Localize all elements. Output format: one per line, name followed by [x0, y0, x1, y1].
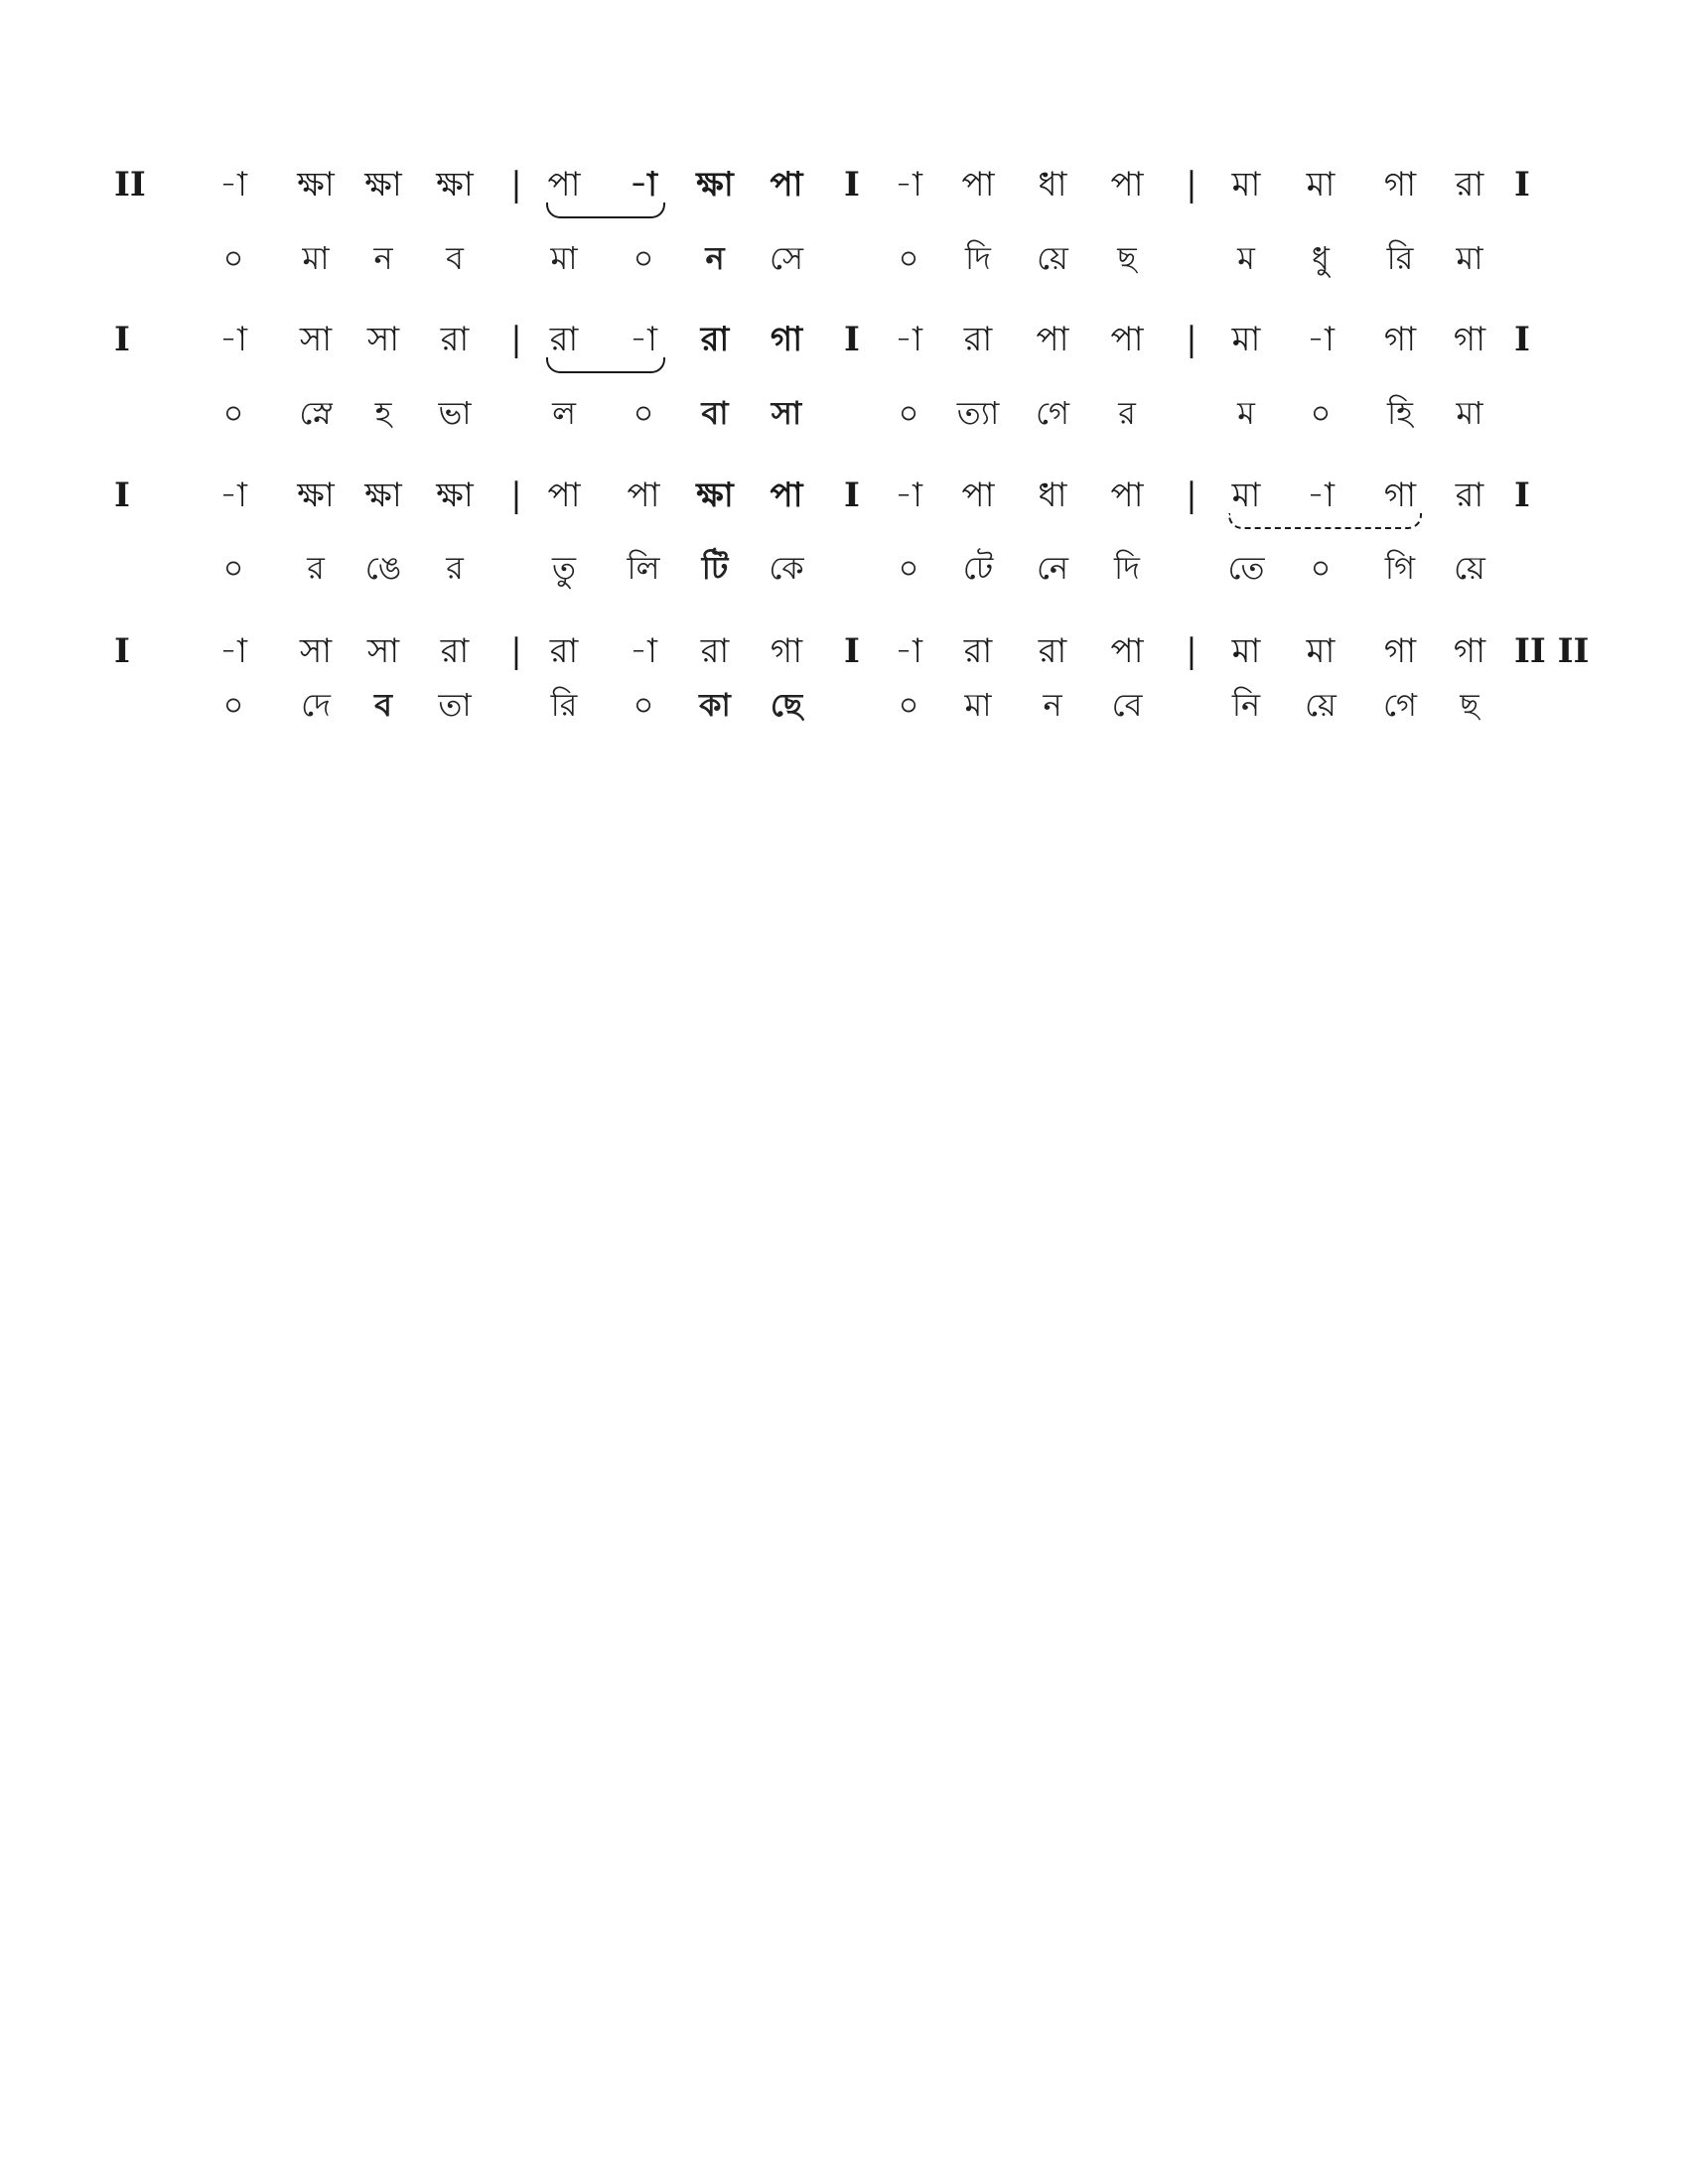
- lyric-syllable: ত্যা: [956, 394, 1000, 432]
- note: সা: [366, 320, 400, 359]
- note: ধা: [1038, 476, 1067, 515]
- lyric-syllable: ভা: [438, 394, 472, 432]
- lyric-syllable: র: [307, 549, 325, 587]
- note: -া: [1307, 476, 1335, 515]
- note: মা: [1306, 165, 1336, 205]
- barline: |: [510, 631, 522, 671]
- lyric-syllable: ম: [1237, 239, 1255, 277]
- lyric-syllable: কা: [699, 686, 731, 724]
- note: পা: [1110, 631, 1144, 671]
- lyric-syllable: ম: [1237, 394, 1255, 432]
- note: -া: [895, 476, 922, 515]
- barline: |: [510, 320, 522, 359]
- note: মা: [1306, 631, 1336, 671]
- note: ক্ষা: [364, 165, 402, 205]
- lyric-syllable: তা: [438, 686, 472, 724]
- note: ক্ষা: [297, 165, 335, 205]
- note: মা: [1231, 320, 1261, 359]
- barline: |: [510, 476, 522, 515]
- note: সা: [299, 320, 333, 359]
- note: পা: [547, 165, 581, 205]
- note: রা: [1455, 476, 1484, 515]
- barline: |: [1186, 476, 1197, 515]
- start-barline: I: [114, 476, 130, 515]
- lyric-syllable: নে: [1036, 549, 1069, 587]
- lyric-row: [0, 234, 1688, 284]
- barline: I: [844, 631, 860, 671]
- barline: |: [1186, 320, 1197, 359]
- start-barline: II: [114, 165, 146, 205]
- lyric-syllable: ন: [1043, 686, 1062, 724]
- barline: I: [844, 320, 860, 359]
- note: পা: [1036, 320, 1069, 359]
- lyric-syllable: ০: [633, 394, 654, 432]
- note: পা: [627, 476, 660, 515]
- lyric-syllable: গি: [1384, 549, 1416, 587]
- lyric-syllable: র: [446, 549, 464, 587]
- lyric-syllable: ০: [222, 394, 244, 432]
- barline: |: [1186, 165, 1197, 205]
- note: ক্ষা: [436, 476, 474, 515]
- lyric-syllable: ০: [898, 239, 919, 277]
- lyric-syllable: ০: [1310, 394, 1332, 432]
- lyric-syllable: লি: [627, 549, 660, 587]
- slur-arc: [1228, 513, 1422, 529]
- lyric-syllable: মা: [302, 239, 330, 277]
- note: -া: [895, 165, 922, 205]
- note: -া: [630, 165, 657, 205]
- lyric-syllable: ০: [633, 686, 654, 724]
- note: ক্ষা: [696, 476, 734, 515]
- note-row: [0, 316, 1688, 365]
- lyric-syllable: গে: [1383, 686, 1417, 724]
- note: পা: [1110, 165, 1144, 205]
- note: -া: [219, 476, 247, 515]
- lyric-syllable: দে: [301, 686, 331, 724]
- lyric-syllable: য়ে: [1037, 239, 1068, 277]
- lyric-row: [0, 681, 1688, 731]
- note: -া: [895, 631, 922, 671]
- lyric-syllable: টে: [962, 549, 994, 587]
- note: ক্ষা: [696, 165, 734, 205]
- note: গা: [770, 320, 803, 359]
- lyric-syllable: বা: [701, 394, 729, 432]
- note: রা: [700, 631, 730, 671]
- note: রা: [700, 320, 730, 359]
- barline: |: [510, 165, 522, 205]
- lyric-syllable: ০: [898, 549, 919, 587]
- lyric-syllable: টি: [701, 549, 729, 587]
- note: মা: [1231, 631, 1261, 671]
- lyric-row: [0, 544, 1688, 594]
- lyric-syllable: ০: [898, 394, 919, 432]
- lyric-syllable: ন: [373, 239, 393, 277]
- lyric-syllable: ছে: [770, 686, 803, 724]
- note: ধা: [1038, 165, 1067, 205]
- note: ক্ষা: [297, 476, 335, 515]
- note: -া: [219, 165, 247, 205]
- lyric-syllable: ধু: [1312, 239, 1330, 277]
- note: রা: [963, 631, 993, 671]
- note: -া: [1307, 320, 1335, 359]
- note: রা: [549, 631, 579, 671]
- end-barline: I: [1514, 320, 1530, 359]
- lyric-syllable: তু: [551, 549, 576, 587]
- lyric-syllable: ন: [705, 239, 725, 277]
- note: গা: [770, 631, 803, 671]
- lyric-syllable: কে: [769, 549, 804, 587]
- end-barline: I: [1514, 476, 1530, 515]
- start-barline: I: [114, 320, 130, 359]
- lyric-syllable: য়ে: [1454, 549, 1485, 587]
- note: পা: [1110, 320, 1144, 359]
- note: ক্ষা: [436, 165, 474, 205]
- lyric-syllable: দি: [965, 239, 991, 277]
- lyric-syllable: হি: [1387, 394, 1413, 432]
- start-barline: I: [114, 631, 130, 671]
- note: গা: [1383, 631, 1417, 671]
- note: গা: [1383, 165, 1417, 205]
- note: -া: [630, 320, 657, 359]
- note: -া: [895, 320, 922, 359]
- barline: I: [844, 165, 860, 205]
- lyric-syllable: মা: [964, 686, 992, 724]
- lyric-syllable: হ: [374, 394, 392, 432]
- end-barline: II II: [1514, 631, 1590, 671]
- note: পা: [547, 476, 581, 515]
- note: পা: [770, 476, 803, 515]
- lyric-syllable: তে: [1227, 549, 1265, 587]
- lyric-syllable: ০: [222, 549, 244, 587]
- note: -া: [630, 631, 657, 671]
- note: পা: [1110, 476, 1144, 515]
- note: সা: [366, 631, 400, 671]
- note: -া: [219, 631, 247, 671]
- lyric-syllable: ০: [222, 239, 244, 277]
- note: পা: [961, 165, 995, 205]
- note: রা: [1038, 631, 1067, 671]
- note: -া: [219, 320, 247, 359]
- note: রা: [440, 631, 470, 671]
- lyric-syllable: ০: [898, 686, 919, 724]
- lyric-syllable: সে: [769, 239, 804, 277]
- note: ক্ষা: [364, 476, 402, 515]
- note-row: [0, 472, 1688, 521]
- lyric-syllable: ঙে: [364, 549, 402, 587]
- lyric-syllable: ০: [1310, 549, 1332, 587]
- note-row: [0, 161, 1688, 210]
- lyric-syllable: মা: [550, 239, 578, 277]
- note: পা: [961, 476, 995, 515]
- end-barline: I: [1514, 165, 1530, 205]
- note: রা: [549, 320, 579, 359]
- lyric-syllable: মা: [1456, 394, 1483, 432]
- note: সা: [299, 631, 333, 671]
- note: গা: [1383, 476, 1417, 515]
- note-row: [0, 627, 1688, 677]
- note: পা: [770, 165, 803, 205]
- lyric-syllable: স্নে: [299, 394, 333, 432]
- lyric-syllable: দি: [1114, 549, 1140, 587]
- slur-arc: [546, 357, 665, 373]
- lyric-syllable: রি: [1386, 239, 1414, 277]
- lyric-syllable: ব: [446, 239, 464, 277]
- lyric-syllable: নি: [1231, 686, 1261, 724]
- lyric-syllable: ব: [374, 686, 392, 724]
- lyric-syllable: রি: [550, 686, 578, 724]
- lyric-syllable: ল: [552, 394, 576, 432]
- lyric-row: [0, 389, 1688, 439]
- note: রা: [440, 320, 470, 359]
- note: গা: [1453, 631, 1486, 671]
- lyric-syllable: বে: [1111, 686, 1143, 724]
- lyric-syllable: সা: [771, 394, 802, 432]
- note: রা: [963, 320, 993, 359]
- lyric-syllable: ০: [633, 239, 654, 277]
- note: গা: [1453, 320, 1486, 359]
- barline: |: [1186, 631, 1197, 671]
- lyric-syllable: ছ: [1117, 239, 1137, 277]
- lyric-syllable: ০: [222, 686, 244, 724]
- lyric-syllable: য়ে: [1305, 686, 1336, 724]
- note: মা: [1231, 476, 1261, 515]
- lyric-syllable: র: [1118, 394, 1136, 432]
- note: রা: [1455, 165, 1484, 205]
- lyric-syllable: ছ: [1460, 686, 1479, 724]
- note: মা: [1231, 165, 1261, 205]
- lyric-syllable: মা: [1456, 239, 1483, 277]
- slur-arc: [546, 203, 665, 218]
- barline: I: [844, 476, 860, 515]
- lyric-syllable: গে: [1036, 394, 1069, 432]
- note: গা: [1383, 320, 1417, 359]
